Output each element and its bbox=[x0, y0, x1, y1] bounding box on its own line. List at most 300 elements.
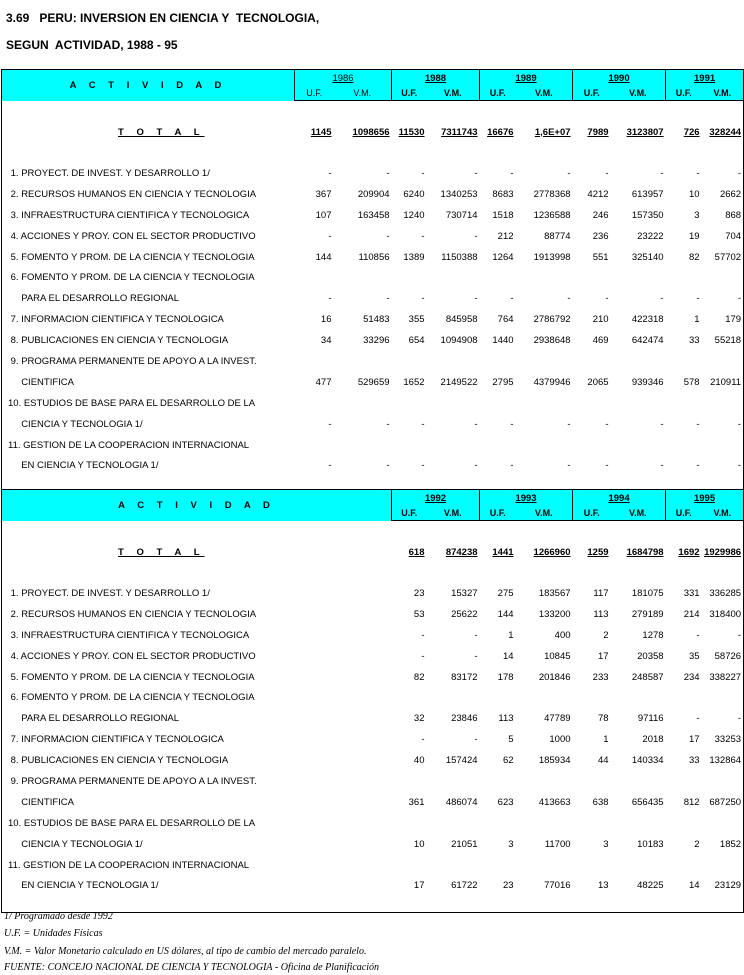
table-row bbox=[2, 184, 744, 205]
table-row bbox=[2, 771, 744, 792]
uf-value bbox=[480, 393, 516, 414]
year-header bbox=[392, 70, 480, 87]
uf-value: 236 bbox=[592, 230, 609, 242]
uf-value: - bbox=[328, 167, 332, 179]
table-row bbox=[2, 372, 744, 393]
table-row bbox=[2, 583, 744, 604]
activity-label: PARA EL DESARROLLO REGIONAL bbox=[2, 288, 295, 309]
uf-header: U.F. bbox=[392, 506, 427, 521]
vm-value bbox=[427, 435, 480, 456]
year-label: 1986 bbox=[332, 72, 354, 84]
vm-value: 11700 bbox=[544, 838, 571, 850]
uf-value: - bbox=[421, 734, 425, 746]
vm-value: - bbox=[702, 163, 744, 184]
year-header bbox=[573, 490, 666, 507]
vm-value: 1236588 bbox=[533, 209, 571, 221]
uf-value: 3 bbox=[508, 838, 514, 850]
vm-value: 48225 bbox=[637, 880, 664, 892]
year-label: 1990 bbox=[608, 72, 630, 84]
uf-value: 1440 bbox=[492, 335, 514, 347]
vm-value: 83172 bbox=[451, 671, 478, 683]
activity-label: 10. ESTUDIOS DE BASE PARA EL DESARROLLO DE LA bbox=[2, 393, 295, 414]
activity-label: 6. FOMENTO Y PROM. DE LA CIENCIA Y TECNOLOGIA bbox=[2, 267, 295, 288]
activity-label: 8. PUBLICACIONES EN CIENCIA Y TECNOLOGIA bbox=[2, 750, 392, 771]
vm-value: 422318 bbox=[631, 314, 664, 326]
uf-value bbox=[573, 771, 611, 792]
uf-value: 144 bbox=[315, 251, 332, 263]
spacer-row bbox=[2, 563, 744, 583]
vm-value: 2018 bbox=[642, 734, 664, 746]
uf-value: 1518 bbox=[492, 209, 514, 221]
vm-value: - bbox=[567, 418, 571, 430]
vm-value: 183567 bbox=[538, 587, 571, 599]
spacer-row bbox=[2, 143, 744, 163]
vm-value: 179 bbox=[702, 309, 744, 330]
year-header bbox=[666, 70, 744, 87]
uf-value: 3 bbox=[694, 209, 700, 221]
uf-value: 246 bbox=[592, 209, 609, 221]
year-header bbox=[573, 70, 666, 87]
uf-value bbox=[480, 855, 516, 876]
uf-value: - bbox=[696, 167, 700, 179]
vm-value: 15327 bbox=[451, 587, 478, 599]
vm-value bbox=[516, 771, 573, 792]
table-row bbox=[2, 414, 744, 435]
uf-value bbox=[295, 351, 334, 372]
vm-value: 613957 bbox=[631, 188, 664, 200]
table-row bbox=[2, 729, 744, 750]
uf-value: 8683 bbox=[492, 188, 514, 200]
vm-value: 1278 bbox=[642, 629, 664, 641]
uf-value: 117 bbox=[593, 587, 609, 599]
uf-value: - bbox=[421, 629, 425, 641]
vm-value: - bbox=[474, 629, 478, 641]
vm-value: 163458 bbox=[357, 209, 390, 221]
spacer-row bbox=[2, 101, 744, 122]
vm-value: 51483 bbox=[363, 314, 390, 326]
total-value: 16676 bbox=[487, 126, 514, 138]
uf-value bbox=[392, 771, 427, 792]
uf-value: - bbox=[328, 293, 332, 305]
uf-value bbox=[666, 435, 702, 456]
uf-value: - bbox=[328, 460, 332, 472]
uf-value bbox=[392, 267, 427, 288]
table-a-body bbox=[2, 163, 744, 476]
table-row bbox=[2, 309, 744, 330]
total-value: 1266960 bbox=[533, 546, 571, 558]
uf-value bbox=[666, 351, 702, 372]
uf-value: 355 bbox=[408, 314, 425, 326]
vm-value: 704 bbox=[702, 226, 744, 247]
year-header bbox=[295, 70, 392, 87]
uf-value: - bbox=[421, 460, 425, 472]
uf-value: 210 bbox=[592, 314, 609, 326]
uf-value bbox=[392, 351, 427, 372]
uf-value bbox=[573, 351, 611, 372]
vm-value: - bbox=[386, 418, 390, 430]
vm-header: V.M. bbox=[334, 86, 392, 101]
total-cell bbox=[702, 121, 744, 143]
uf-value bbox=[666, 855, 702, 876]
vm-value: 1150388 bbox=[441, 251, 478, 263]
total-label: T O T A L bbox=[2, 541, 392, 563]
vm-value: 23846 bbox=[451, 713, 478, 725]
uf-value: 40 bbox=[413, 755, 425, 767]
header-activity: A C T I V I D A D bbox=[2, 70, 295, 101]
year-label: 1993 bbox=[515, 492, 537, 504]
table-row bbox=[2, 351, 744, 372]
uf-value bbox=[480, 771, 516, 792]
total-cell bbox=[427, 121, 480, 143]
table-row bbox=[2, 667, 744, 688]
vm-value: - bbox=[660, 418, 664, 430]
uf-value: 638 bbox=[592, 796, 609, 808]
table-title-line1: 3.69 PERU: INVERSION EN CIENCIA Y TECNOLOGIA, bbox=[6, 11, 320, 25]
vm-value: 210911 bbox=[702, 372, 744, 393]
vm-value bbox=[702, 771, 744, 792]
vm-header: V.M. bbox=[516, 86, 573, 101]
uf-value: 5 bbox=[508, 734, 514, 746]
uf-value: 23 bbox=[413, 587, 425, 599]
vm-value bbox=[702, 393, 744, 414]
vm-value bbox=[702, 855, 744, 876]
footnote-vm: V.M. = Valor Monetario calculado en US dólares, al tipo de cambio del mercado paralelo. bbox=[4, 946, 367, 957]
vm-value: - bbox=[567, 460, 571, 472]
uf-value: 82 bbox=[413, 671, 425, 683]
vm-value bbox=[516, 855, 573, 876]
vm-value bbox=[427, 351, 480, 372]
uf-value: - bbox=[328, 230, 332, 242]
uf-value: - bbox=[605, 167, 609, 179]
vm-header: V.M. bbox=[611, 86, 666, 101]
activity-label: 9. PROGRAMA PERMANENTE DE APOYO A LA INVEST. bbox=[2, 771, 392, 792]
uf-value: 331 bbox=[683, 587, 700, 599]
uf-value bbox=[573, 855, 611, 876]
activity-label: 3. INFRAESTRUCTURA CIENTIFICA Y TECNOLOGICA bbox=[2, 205, 295, 226]
total-value: 1259 bbox=[587, 546, 609, 558]
activity-label: 2. RECURSOS HUMANOS EN CIENCIA Y TECNOLOGIA bbox=[2, 184, 295, 205]
vm-header: V.M. bbox=[702, 86, 744, 101]
vm-value: 845958 bbox=[445, 314, 478, 326]
vm-value bbox=[427, 393, 480, 414]
uf-value: 113 bbox=[498, 713, 514, 725]
investment-table-1992-1995 bbox=[1, 489, 744, 913]
vm-value: - bbox=[702, 455, 744, 476]
uf-value: 35 bbox=[688, 650, 700, 662]
vm-value bbox=[702, 435, 744, 456]
uf-value bbox=[480, 813, 516, 834]
uf-header: U.F. bbox=[480, 86, 516, 101]
vm-value bbox=[516, 267, 573, 288]
table-row bbox=[2, 604, 744, 625]
uf-value: 1652 bbox=[403, 376, 425, 388]
vm-value: 88774 bbox=[544, 230, 571, 242]
uf-value: - bbox=[510, 460, 514, 472]
table-row bbox=[2, 625, 744, 646]
activity-label: EN CIENCIA Y TECNOLOGIA 1/ bbox=[2, 455, 295, 476]
activity-label: 2. RECURSOS HUMANOS EN CIENCIA Y TECNOLOGIA bbox=[2, 604, 392, 625]
vm-value: 21051 bbox=[451, 838, 478, 850]
total-value: 1441 bbox=[492, 546, 514, 558]
table-row bbox=[2, 750, 744, 771]
vm-value: 110856 bbox=[358, 251, 390, 263]
table-row bbox=[2, 267, 744, 288]
vm-value: 181075 bbox=[631, 587, 664, 599]
uf-value bbox=[666, 687, 702, 708]
vm-value: 55218 bbox=[702, 330, 744, 351]
total-cell bbox=[666, 541, 702, 563]
activity-label: 4. ACCIONES Y PROY. CON EL SECTOR PRODUCTIVO bbox=[2, 646, 392, 667]
total-value: 726 bbox=[683, 126, 700, 138]
vm-value: 33296 bbox=[363, 335, 390, 347]
uf-value: - bbox=[328, 418, 332, 430]
header-years-row bbox=[2, 70, 744, 87]
year-label: 1991 bbox=[694, 72, 716, 84]
uf-value: 2 bbox=[694, 838, 700, 850]
uf-value: 2 bbox=[603, 629, 609, 641]
uf-value: 33 bbox=[688, 755, 700, 767]
total-label: T O T A L bbox=[2, 121, 295, 143]
vm-header: V.M. bbox=[702, 506, 744, 521]
uf-value: 623 bbox=[497, 796, 514, 808]
vm-value bbox=[334, 435, 392, 456]
vm-value: 10183 bbox=[637, 838, 664, 850]
vm-value bbox=[427, 687, 480, 708]
uf-value: 44 bbox=[597, 755, 609, 767]
activity-label: 7. INFORMACION CIENTIFICA Y TECNOLOGICA bbox=[2, 729, 392, 750]
table-row bbox=[2, 708, 744, 729]
uf-value: 578 bbox=[683, 376, 700, 388]
vm-value: 4379946 bbox=[533, 376, 571, 388]
uf-value: 33 bbox=[688, 335, 700, 347]
uf-value: 1389 bbox=[403, 251, 425, 263]
year-header bbox=[392, 490, 480, 507]
vm-value: - bbox=[386, 230, 390, 242]
year-header bbox=[480, 70, 573, 87]
uf-value: 1 bbox=[508, 629, 514, 641]
vm-value bbox=[702, 267, 744, 288]
vm-value bbox=[516, 435, 573, 456]
total-cell bbox=[392, 121, 427, 143]
activity-label: 4. ACCIONES Y PROY. CON EL SECTOR PRODUCTIVO bbox=[2, 226, 295, 247]
uf-value: 10 bbox=[688, 188, 700, 200]
table-row bbox=[2, 855, 744, 876]
vm-value: 1913998 bbox=[533, 251, 571, 263]
table-row bbox=[2, 875, 744, 896]
table-row bbox=[2, 205, 744, 226]
vm-value: - bbox=[702, 625, 744, 646]
uf-header: U.F. bbox=[392, 86, 427, 101]
vm-value: 939346 bbox=[631, 376, 664, 388]
uf-value: 764 bbox=[497, 314, 514, 326]
table-row bbox=[2, 288, 744, 309]
uf-value: 178 bbox=[497, 671, 514, 683]
uf-header: U.F. bbox=[666, 506, 702, 521]
uf-value bbox=[392, 393, 427, 414]
activity-label: 11. GESTION DE LA COOPERACION INTERNACIONAL bbox=[2, 435, 295, 456]
uf-header: U.F. bbox=[480, 506, 516, 521]
activity-label: 5. FOMENTO Y PROM. DE LA CIENCIA Y TECNOLOGIA bbox=[2, 667, 392, 688]
uf-value: 469 bbox=[592, 335, 609, 347]
activity-label: 10. ESTUDIOS DE BASE PARA EL DESARROLLO DE LA bbox=[2, 813, 392, 834]
year-header bbox=[480, 490, 573, 507]
total-value: 1692 bbox=[678, 546, 700, 558]
vm-value: 10845 bbox=[544, 650, 571, 662]
vm-value bbox=[516, 687, 573, 708]
vm-value: 413663 bbox=[538, 796, 571, 808]
total-value: 328244 bbox=[709, 126, 742, 138]
table-row bbox=[2, 163, 744, 184]
total-value: 1098656 bbox=[352, 126, 390, 138]
vm-value: 279189 bbox=[631, 608, 664, 620]
uf-header: U.F. bbox=[573, 506, 611, 521]
activity-label: 7. INFORMACION CIENTIFICA Y TECNOLOGICA bbox=[2, 309, 295, 330]
vm-value: 201846 bbox=[538, 671, 571, 683]
uf-value: 361 bbox=[408, 796, 425, 808]
activity-label: PARA EL DESARROLLO REGIONAL bbox=[2, 708, 392, 729]
vm-value bbox=[702, 813, 744, 834]
vm-value: 730714 bbox=[445, 209, 478, 221]
uf-value bbox=[573, 435, 611, 456]
uf-value: 17 bbox=[688, 734, 700, 746]
uf-value: - bbox=[696, 418, 700, 430]
year-header bbox=[666, 490, 744, 507]
uf-value bbox=[666, 393, 702, 414]
header-years-row bbox=[2, 490, 744, 507]
vm-value: - bbox=[474, 230, 478, 242]
vm-value: 1094908 bbox=[440, 335, 478, 347]
uf-value: 2795 bbox=[492, 376, 514, 388]
uf-value: 214 bbox=[683, 608, 700, 620]
uf-value: 53 bbox=[413, 608, 425, 620]
uf-value: 13 bbox=[597, 880, 609, 892]
uf-value: 234 bbox=[683, 671, 700, 683]
activity-label: 9. PROGRAMA PERMANENTE DE APOYO A LA INVEST. bbox=[2, 351, 295, 372]
uf-value: 1 bbox=[603, 734, 609, 746]
activity-label: CIENTIFICA bbox=[2, 372, 295, 393]
vm-value: - bbox=[474, 460, 478, 472]
uf-value: 62 bbox=[502, 755, 514, 767]
vm-value bbox=[427, 771, 480, 792]
uf-value: 34 bbox=[320, 335, 332, 347]
vm-value: 25622 bbox=[451, 608, 478, 620]
uf-value: - bbox=[421, 418, 425, 430]
vm-value: 400 bbox=[554, 629, 571, 641]
year-label: 1994 bbox=[608, 492, 630, 504]
activity-label: 1. PROYECT. DE INVEST. Y DESARROLLO 1/ bbox=[2, 163, 295, 184]
vm-value bbox=[611, 687, 666, 708]
vm-value: 2149522 bbox=[440, 376, 478, 388]
vm-value: - bbox=[386, 460, 390, 472]
uf-value: 212 bbox=[497, 230, 514, 242]
uf-value bbox=[392, 855, 427, 876]
uf-value bbox=[573, 393, 611, 414]
uf-value: - bbox=[605, 418, 609, 430]
uf-value: 1 bbox=[694, 314, 700, 326]
total-value: 3123807 bbox=[626, 126, 664, 138]
vm-value: - bbox=[386, 167, 390, 179]
vm-value: 1000 bbox=[549, 734, 571, 746]
uf-value bbox=[392, 813, 427, 834]
vm-value: - bbox=[702, 288, 744, 309]
uf-header: U.F. bbox=[295, 86, 334, 101]
uf-value: 233 bbox=[592, 671, 609, 683]
vm-value: - bbox=[474, 167, 478, 179]
uf-value bbox=[295, 435, 334, 456]
year-label: 1989 bbox=[515, 72, 537, 84]
vm-value: 23129 bbox=[702, 875, 744, 896]
total-value: 1145 bbox=[310, 126, 332, 138]
uf-value: 144 bbox=[497, 608, 514, 620]
activity-label: 11. GESTION DE LA COOPERACION INTERNACIONAL bbox=[2, 855, 392, 876]
total-cell bbox=[480, 541, 516, 563]
vm-value: - bbox=[660, 167, 664, 179]
vm-value: - bbox=[567, 293, 571, 305]
vm-value bbox=[611, 771, 666, 792]
table-row bbox=[2, 455, 744, 476]
uf-value bbox=[480, 687, 516, 708]
uf-value: - bbox=[696, 629, 700, 641]
uf-value: - bbox=[696, 713, 700, 725]
total-cell bbox=[480, 121, 516, 143]
year-label: 1992 bbox=[424, 492, 447, 504]
total-value: 7989 bbox=[587, 126, 609, 138]
vm-value: 687250 bbox=[702, 792, 744, 813]
spacer-row bbox=[2, 896, 744, 913]
total-value: 7311743 bbox=[441, 126, 478, 138]
table-row bbox=[2, 247, 744, 268]
vm-header: V.M. bbox=[516, 506, 573, 521]
vm-value: - bbox=[474, 293, 478, 305]
uf-value: 17 bbox=[597, 650, 609, 662]
vm-value: 185934 bbox=[538, 755, 571, 767]
total-cell bbox=[427, 541, 480, 563]
table-row bbox=[2, 226, 744, 247]
uf-value: 477 bbox=[315, 376, 332, 388]
investment-table-1986-1991 bbox=[1, 69, 744, 492]
vm-value bbox=[427, 855, 480, 876]
vm-value: 2938648 bbox=[533, 335, 571, 347]
total-row bbox=[2, 541, 744, 563]
vm-value: 656435 bbox=[631, 796, 664, 808]
uf-value: 113 bbox=[593, 608, 609, 620]
total-cell bbox=[611, 541, 666, 563]
vm-value: 338227 bbox=[702, 667, 744, 688]
vm-value: 325140 bbox=[631, 251, 664, 263]
vm-value bbox=[611, 435, 666, 456]
uf-value bbox=[392, 687, 427, 708]
uf-value: - bbox=[510, 167, 514, 179]
uf-value: 551 bbox=[592, 251, 609, 263]
total-cell bbox=[573, 541, 611, 563]
vm-value: 61722 bbox=[451, 880, 478, 892]
vm-value: 97116 bbox=[637, 713, 664, 725]
table-row bbox=[2, 834, 744, 855]
activity-label: 5. FOMENTO Y PROM. DE LA CIENCIA Y TECNOLOGIA bbox=[2, 247, 295, 268]
table-row bbox=[2, 792, 744, 813]
uf-value bbox=[573, 267, 611, 288]
vm-value: 157350 bbox=[631, 209, 664, 221]
footnote-source: FUENTE: CONCEJO NACIONAL DE CIENCIA Y TECNOLOGIA - Oficina de Planificación bbox=[4, 962, 379, 973]
vm-value bbox=[702, 687, 744, 708]
footnote-uf: U.F. = Unidades Físicas bbox=[4, 928, 103, 939]
uf-value: - bbox=[421, 293, 425, 305]
uf-value bbox=[295, 393, 334, 414]
uf-value: - bbox=[510, 418, 514, 430]
year-label: 1988 bbox=[424, 72, 447, 84]
vm-value bbox=[334, 393, 392, 414]
total-row bbox=[2, 121, 744, 143]
